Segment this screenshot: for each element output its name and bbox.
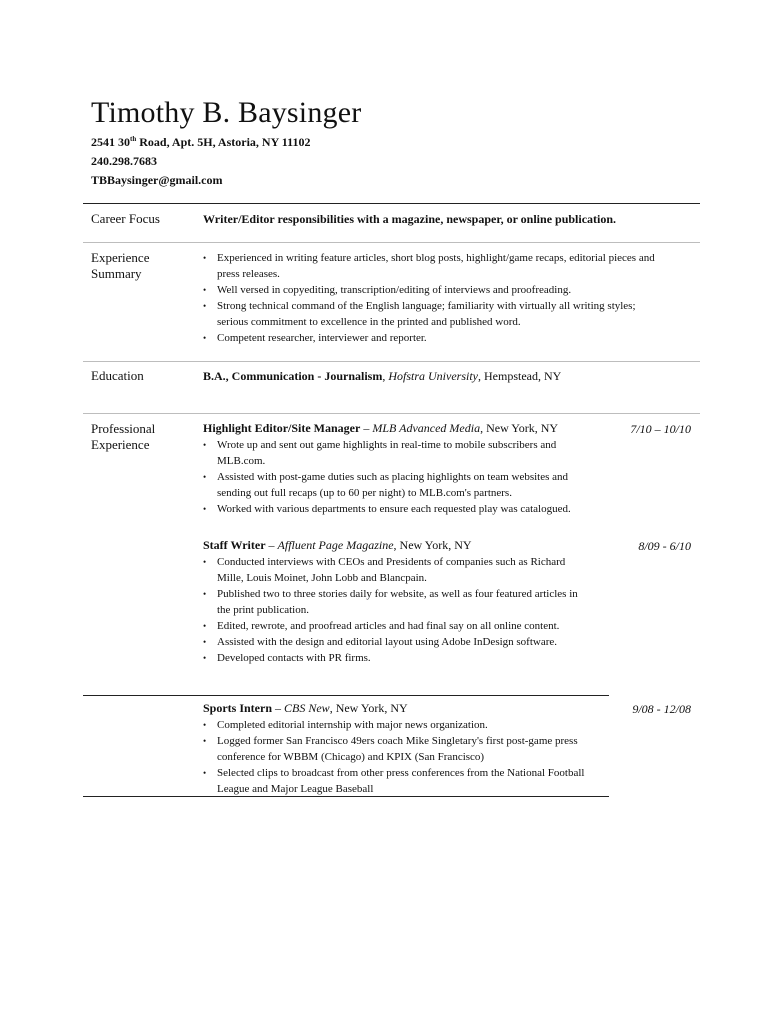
career-focus-text: Writer/Editor responsibilities with a magazine, newspaper, or online publication. xyxy=(203,212,617,226)
professional-experience-label: Professional Experience xyxy=(91,421,156,452)
job-bullet-list xyxy=(203,554,578,666)
experience-summary-list xyxy=(203,250,658,346)
list-item: • Worked with various departments to ensure each requested play was catalogued. xyxy=(203,501,593,517)
experience-summary-label: Experience Summary xyxy=(91,250,150,281)
career-focus-label: Career Focus xyxy=(91,211,160,226)
education-entry: B.A., Communication - Journalism, Hofstra University, Hempstead, NY xyxy=(203,369,562,383)
list-item: • Published two to three stories daily for website, as well as four featured articles in the print publication. xyxy=(203,586,578,618)
job-heading: Sports Intern – CBS New, New York, NY xyxy=(203,701,408,715)
education-label: Education xyxy=(91,368,144,383)
job-divider xyxy=(83,695,609,696)
list-item: • Assisted with the design and editorial layout using Adobe InDesign software. xyxy=(203,634,578,650)
contact-phone: 240.298.7683 xyxy=(91,154,157,168)
list-item: • Selected clips to broadcast from other press conferences from the National Football League and Major League Baseball xyxy=(203,765,598,797)
section-divider xyxy=(83,203,700,204)
section-divider xyxy=(83,361,700,362)
list-item: • Edited, rewrote, and proofread articles and had final say on all online content. xyxy=(203,618,578,634)
list-item: • Conducted interviews with CEOs and Presidents of companies such as Richard Mille, Louis Moinet, John Lobb and Blancpain. xyxy=(203,554,578,586)
resume-name: Timothy B. Baysinger xyxy=(91,96,362,129)
job-bullet-list xyxy=(203,717,598,797)
job-dates: 7/10 – 10/10 xyxy=(630,422,691,436)
list-item: • Logged former San Francisco 49ers coach Mike Singletary's first post-game press conference for WBBM (Chicago) and KPIX (San Francisco) xyxy=(203,733,598,765)
list-item: • Assisted with post-game duties such as placing highlights on team websites and sending out full recaps (up to 60 per night) to MLB.com's partners. xyxy=(203,469,593,501)
job-bullet-list xyxy=(203,437,593,517)
list-item: • Completed editorial internship with major news organization. xyxy=(203,717,598,733)
job-heading: Staff Writer – Affluent Page Magazine, New York, NY xyxy=(203,538,472,552)
list-item: • Wrote up and sent out game highlights in real-time to mobile subscribers and MLB.com. xyxy=(203,437,593,469)
section-end-divider xyxy=(83,796,609,797)
list-item: • Competent researcher, interviewer and reporter. xyxy=(203,330,658,346)
list-item: • Well versed in copyediting, transcription/editing of interviews and proofreading. xyxy=(203,282,658,298)
list-item: • Experienced in writing feature articles, short blog posts, highlight/game recaps, editorial pieces and press releases. xyxy=(203,250,658,282)
section-divider xyxy=(83,413,700,414)
list-item: • Developed contacts with PR firms. xyxy=(203,650,578,666)
job-dates: 9/08 - 12/08 xyxy=(632,702,691,716)
section-divider xyxy=(83,242,700,243)
contact-email: TBBaysinger@gmail.com xyxy=(91,173,223,187)
contact-address: 2541 30th Road, Apt. 5H, Astoria, NY 11102 xyxy=(91,135,311,149)
job-heading: Highlight Editor/Site Manager – MLB Advanced Media, New York, NY xyxy=(203,421,559,435)
job-dates: 8/09 - 6/10 xyxy=(638,539,691,553)
list-item: • Strong technical command of the English language; familiarity with virtually all writing styles; serious commitment to excellence in the printed and published word. xyxy=(203,298,658,330)
